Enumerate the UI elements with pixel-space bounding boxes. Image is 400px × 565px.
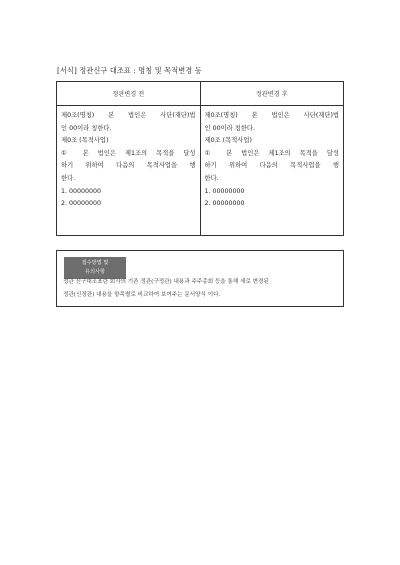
after-line: 한다. [204, 174, 219, 182]
guide-label-line: 접수방법 및 [81, 260, 109, 266]
after-line: 제0조 (목적사업) [204, 137, 252, 145]
before-line: ① 본 법인은 제1조의 목적을 달성 [61, 149, 196, 157]
guide-label-line: 유의사항 [84, 269, 106, 275]
table-header-row [57, 82, 343, 106]
before-line: 1. 00000000 [61, 187, 102, 195]
before-line: 제0조 (목적사업) [61, 137, 109, 145]
header-after: 정관변경 후 [200, 82, 344, 105]
before-line: 하기 위하여 다음의 목적사업을 행 [61, 162, 196, 170]
guide-text [63, 276, 339, 301]
guide-box [56, 250, 344, 307]
guide-text-line: 정관(신정관) 내용을 항목별로 비교하여 보여주는 문서양식 이다. [63, 291, 221, 298]
after-line: ① 본 법인은 제1조의 목적을 달성 [204, 149, 339, 157]
after-line: 제0조(명칭) 본 법인은 사단(재단)법 [204, 112, 339, 119]
before-column [57, 106, 200, 235]
table-body-row [57, 106, 343, 235]
after-line: 1. 00000000 [204, 187, 245, 195]
header-before: 정관변경 전 [112, 91, 145, 98]
after-line: 인 00이라 칭한다. [204, 124, 256, 132]
comparison-table [56, 81, 344, 236]
after-line: 2. 00000000 [204, 200, 245, 208]
before-line: 한다. [61, 174, 76, 182]
before-line: 2. 00000000 [61, 200, 102, 208]
after-line: 하기 위하여 다음의 목적사업을 행 [204, 162, 339, 170]
guide-text-line: 정관 신구대조표란 회사의 기존 정관(구정관) 내용과 주주총회 등을 통해 새로 변경된 [63, 279, 269, 285]
form-title: [서식] 정관신구 대조표 : 명칭 및 목적변경 등 [57, 66, 202, 75]
after-column [200, 106, 344, 235]
before-line: 인 00이라 칭한다. [61, 124, 112, 132]
before-line: 제0조(명칭) 본 법인은 사단(재단)법 [61, 112, 196, 119]
